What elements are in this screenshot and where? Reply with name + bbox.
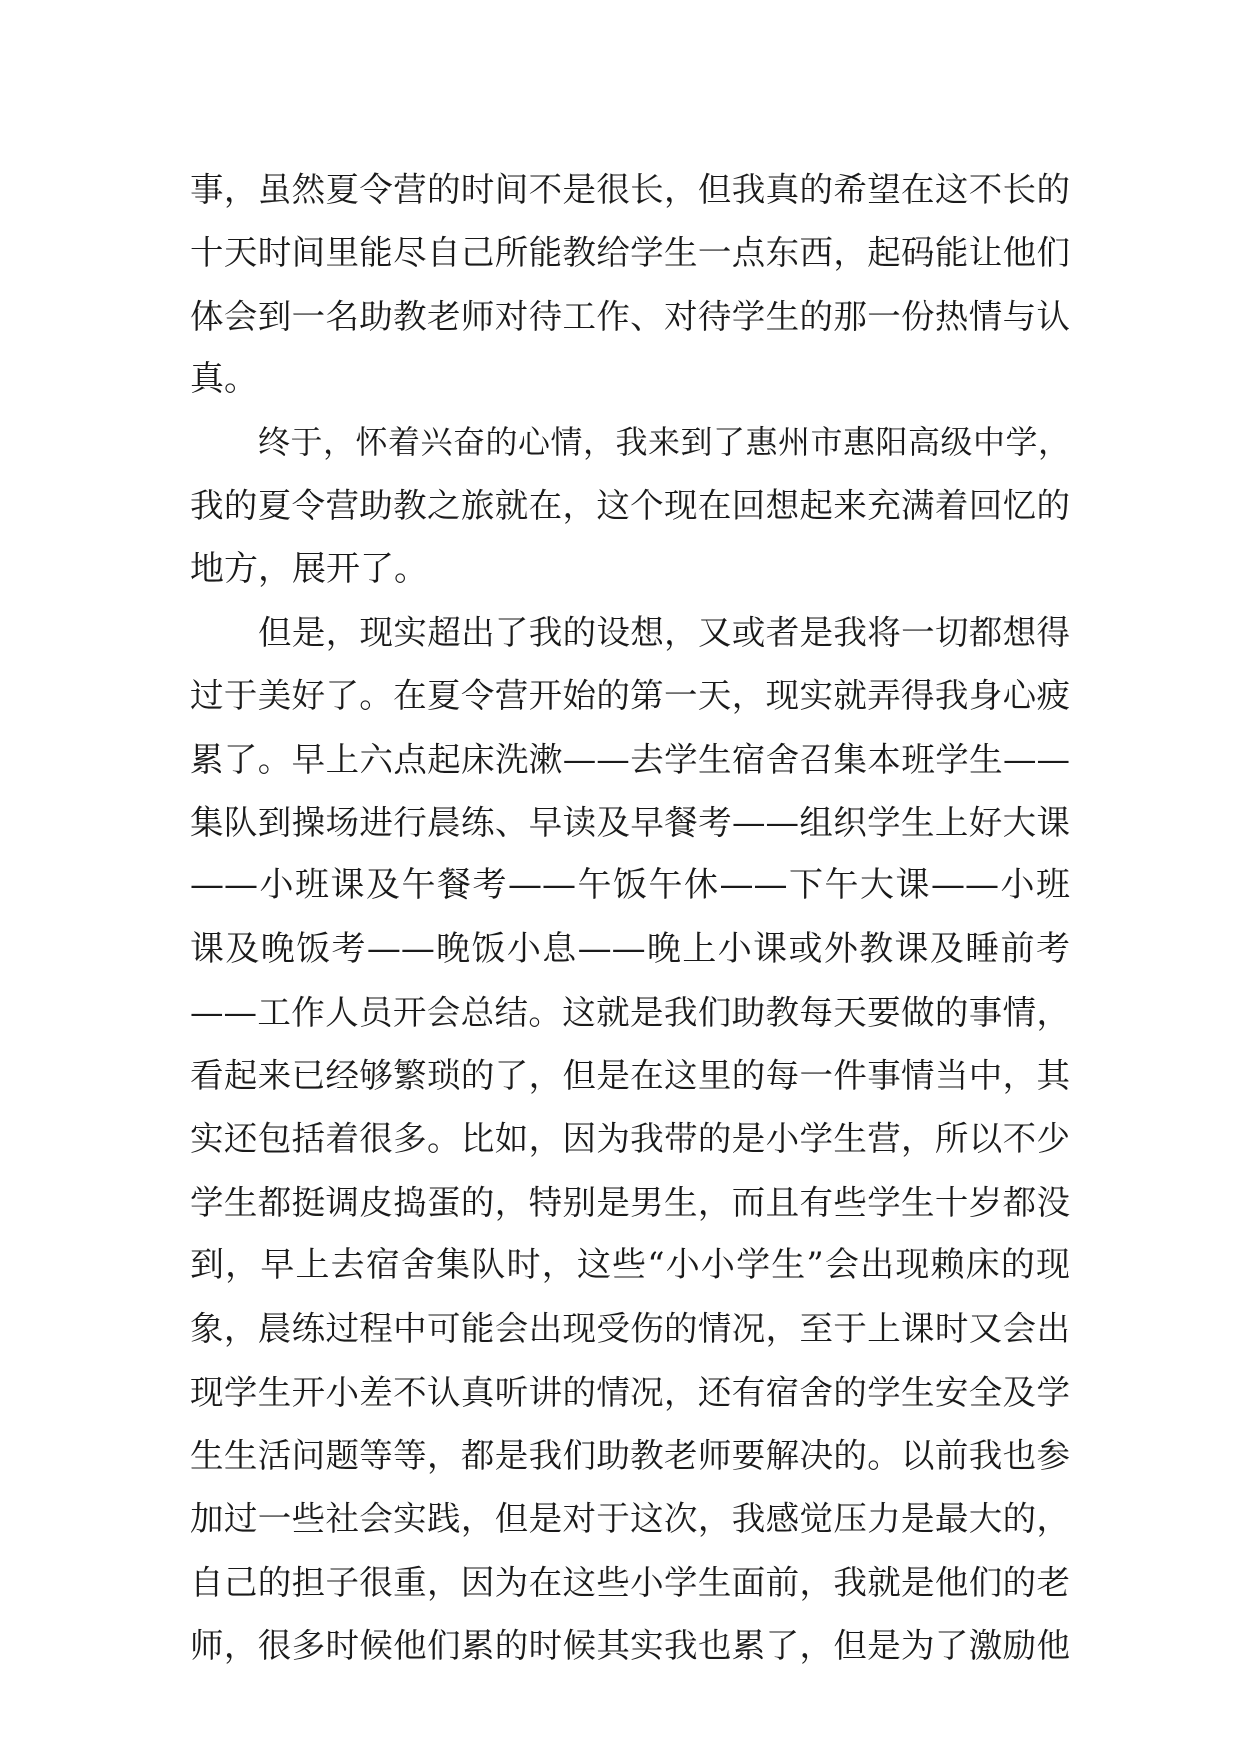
text-line: 事，虽然夏令营的时间不是很长，但我真的希望在这不长的: [190, 170, 1070, 209]
text-line: 现学生开小差不认真听讲的情况，还有宿舍的学生安全及学: [190, 1372, 1070, 1412]
text-line: 终于，怀着兴奋的心情，我来到了惠州市惠阳高级中学，: [258, 423, 1070, 462]
text-line: 师，很多时候他们累的时候其实我也累了，但是为了激励他: [190, 1625, 1070, 1665]
text-line: 真。: [190, 358, 258, 399]
text-line: 到，早上去宿舍集队时，这些“小小学生”会出现赖床的现: [190, 1245, 1070, 1286]
text-line: 地方，展开了。: [190, 548, 428, 589]
text-line: 看起来已经够繁琐的了，但是在这里的每一件事情当中，其: [190, 1056, 1070, 1096]
text-line: 累了。早上六点起床洗漱——去学生宿舍召集本班学生——: [190, 739, 1070, 779]
text-line: 但是，现实超出了我的设想，又或者是我将一切都想得: [258, 613, 1070, 653]
text-line: 加过一些社会实践，但是对于这次，我感觉压力是最大的，: [190, 1499, 1070, 1539]
text-line: 实还包括着很多。比如，因为我带的是小学生营，所以不少: [190, 1119, 1070, 1159]
text-line: 集队到操场进行晨练、早读及早餐考——组织学生上好大课: [190, 802, 1070, 842]
text-line: 学生都挺调皮捣蛋的，特别是男生，而且有些学生十岁都没: [190, 1182, 1070, 1222]
text-line: 象，晨练过程中可能会出现受伤的情况，至于上课时又会出: [190, 1309, 1070, 1349]
text-line: 十天时间里能尽自己所能教给学生一点东西，起码能让他们: [190, 233, 1070, 273]
text-line: 体会到一名助教老师对待工作、对待学生的那一份热情与认: [190, 296, 1070, 336]
text-line: 过于美好了。在夏令营开始的第一天，现实就弄得我身心疲: [190, 676, 1070, 716]
text-line: 生生活问题等等，都是我们助教老师要解决的。以前我也参: [190, 1435, 1070, 1475]
text-line: ——小班课及午餐考——午饭午休——下午大课——小班: [190, 865, 1070, 906]
text-line: 课及晚饭考——晚饭小息——晚上小课或外教课及睡前考: [190, 928, 1070, 969]
text-line: ——工作人员开会总结。这就是我们助教每天要做的事情，: [190, 992, 1070, 1032]
text-line: 我的夏令营助教之旅就在，这个现在回想起来充满着回忆的: [190, 486, 1070, 526]
text-line: 自己的担子很重，因为在这些小学生面前，我就是他们的老: [190, 1562, 1070, 1602]
body-text: [190, 158, 1070, 1677]
